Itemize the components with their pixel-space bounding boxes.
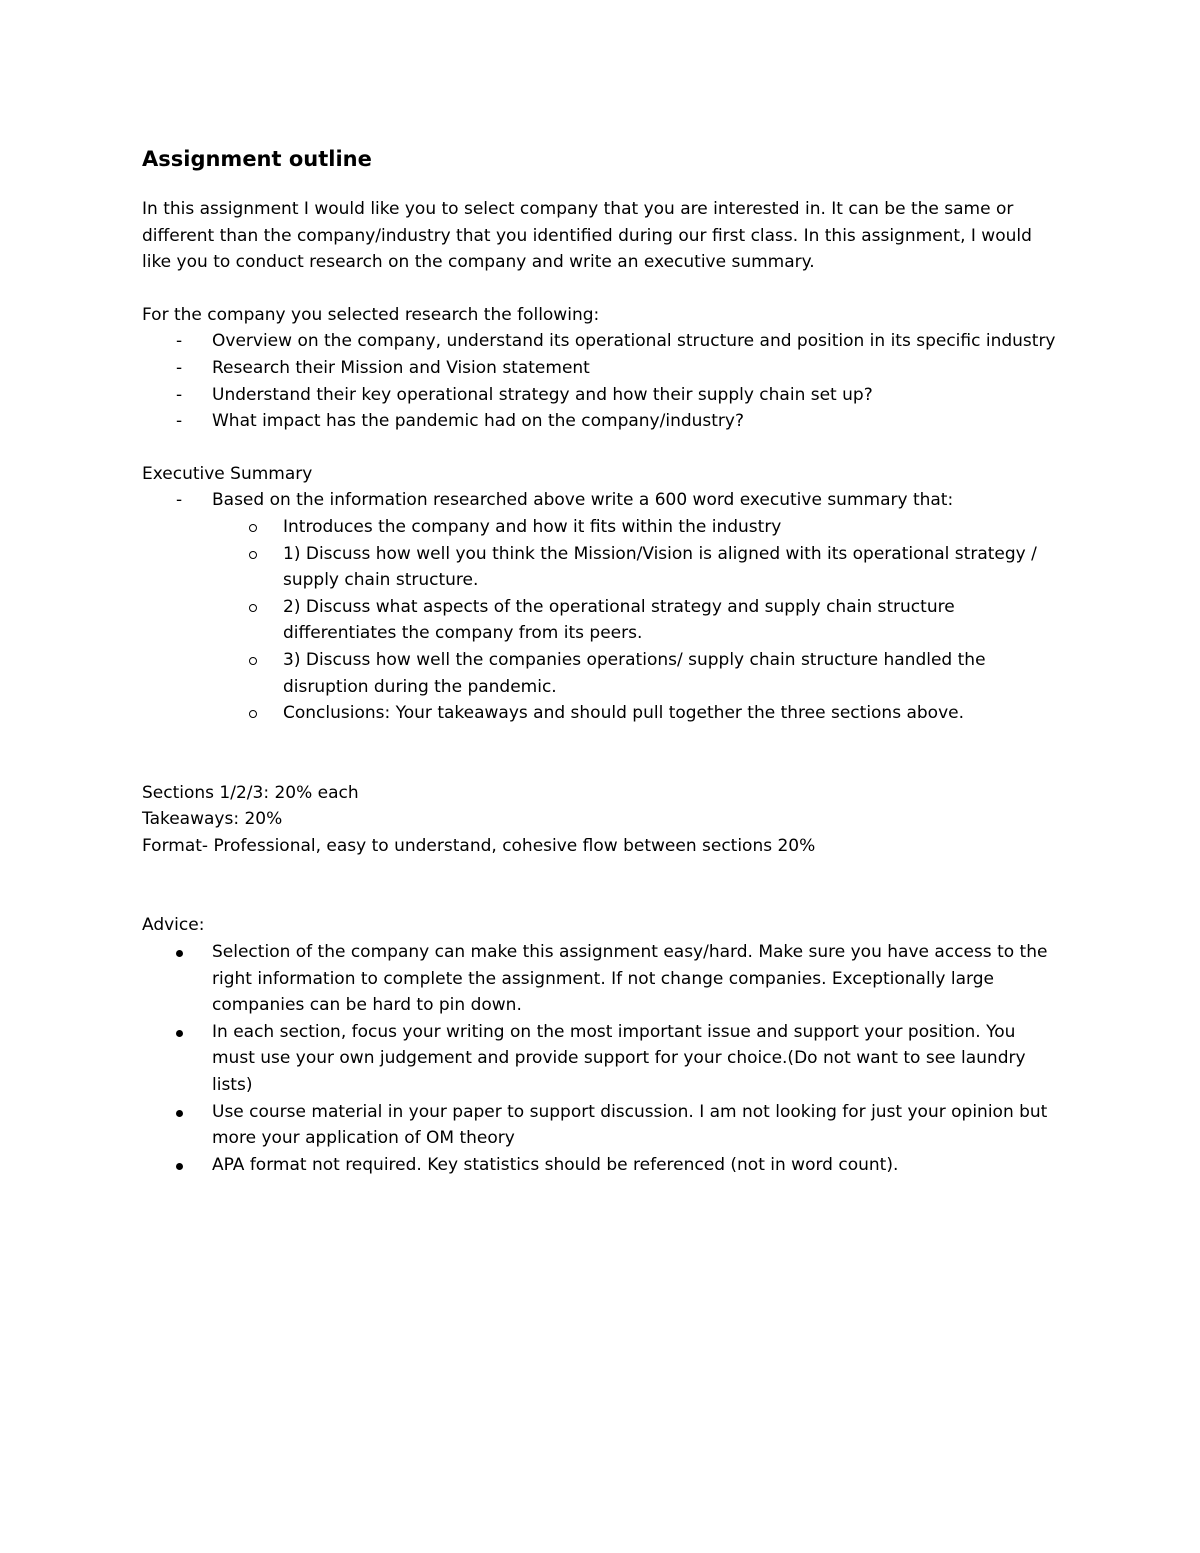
list-item-text: Based on the information researched above write a 600 word executive summary that: bbox=[212, 490, 954, 511]
list-item bbox=[142, 1152, 1062, 1179]
list-item bbox=[142, 355, 1062, 382]
circle-bullet-icon bbox=[249, 710, 257, 718]
list-item-text: Conclusions: Your takeaways and should pull together the three sections above. bbox=[283, 703, 965, 724]
list-item-text: 1) Discuss how well you think the Mission/Vision is aligned with its operational strategy / supply chain structure. bbox=[283, 543, 1037, 591]
circle-bullet-icon bbox=[249, 524, 257, 532]
grading-line: Format- Professional, easy to understand, cohesive flow between sections 20% bbox=[142, 835, 816, 856]
bullet-icon bbox=[176, 1110, 183, 1117]
list-item bbox=[142, 647, 1062, 700]
list-item bbox=[142, 408, 1062, 435]
bullet-icon bbox=[176, 1163, 183, 1170]
list-item bbox=[142, 514, 1062, 541]
list-item-text: Selection of the company can make this assignment easy/hard. Make sure you have access to the right information to complete the assignment. If not change companies. Exceptionally large companies can be hard to pin down. bbox=[212, 942, 1048, 1016]
bullet-icon bbox=[176, 950, 183, 957]
list-item-text: Use course material in your paper to support discussion. I am not looking for just your opinion but more your application of OM theory bbox=[212, 1101, 1048, 1149]
list-item-text: Overview on the company, understand its operational structure and position in its specific industry bbox=[212, 331, 1056, 352]
list-item bbox=[142, 328, 1062, 355]
intro-paragraph: In this assignment I would like you to select company that you are interested in. It can be the same or different than the company/industry that you identified during our first class. In this assignment, I would like you to conduct research on the company and write an executive summary. bbox=[142, 199, 1032, 273]
research-list bbox=[142, 328, 1062, 434]
dash-marker: - bbox=[176, 411, 183, 432]
list-item-text: Introduces the company and how it fits within the industry bbox=[283, 516, 782, 537]
dash-marker: - bbox=[176, 357, 183, 378]
list-item bbox=[142, 487, 1062, 514]
advice-section bbox=[142, 912, 1062, 1178]
executive-summary-section bbox=[142, 461, 1062, 727]
circle-bullet-icon bbox=[249, 604, 257, 612]
executive-summary-heading: Executive Summary bbox=[142, 463, 313, 484]
document-title: Assignment outline bbox=[142, 147, 372, 171]
list-item bbox=[142, 1019, 1062, 1099]
list-item bbox=[142, 1099, 1062, 1152]
list-item bbox=[142, 541, 1062, 594]
list-item-text: 3) Discuss how well the companies operations/ supply chain structure handled the disruption during the pandemic. bbox=[283, 649, 986, 697]
list-item-text: What impact has the pandemic had on the company/industry? bbox=[212, 411, 745, 432]
dash-marker: - bbox=[176, 384, 183, 405]
executive-sub-list bbox=[142, 514, 1062, 727]
research-heading: For the company you selected research the following: bbox=[142, 304, 600, 325]
grading-line: Takeaways: 20% bbox=[142, 809, 283, 830]
list-item-text: In each section, focus your writing on the most important issue and support your position. You must use your own judgement and provide support for your choice.(Do not want to see laundry lists) bbox=[212, 1021, 1026, 1096]
grading-line: Sections 1/2/3: 20% each bbox=[142, 782, 359, 803]
list-item bbox=[142, 594, 1062, 647]
circle-bullet-icon bbox=[249, 657, 257, 665]
bullet-icon bbox=[176, 1030, 183, 1037]
circle-bullet-icon bbox=[249, 551, 257, 559]
executive-list bbox=[142, 487, 1062, 514]
list-item-text: Research their Mission and Vision statement bbox=[212, 357, 590, 378]
list-item bbox=[142, 700, 1062, 727]
grading-section bbox=[142, 780, 1062, 860]
dash-marker: - bbox=[176, 331, 183, 352]
document-content bbox=[142, 144, 1062, 1178]
advice-heading: Advice: bbox=[142, 915, 205, 936]
advice-list bbox=[142, 939, 1062, 1178]
list-item-text: 2) Discuss what aspects of the operational strategy and supply chain structure differentiates the company from its peers. bbox=[283, 596, 955, 644]
list-item-text: Understand their key operational strategy and how their supply chain set up? bbox=[212, 384, 873, 405]
list-item bbox=[142, 939, 1062, 1019]
research-section bbox=[142, 302, 1062, 435]
list-item bbox=[142, 382, 1062, 409]
dash-marker: - bbox=[176, 490, 183, 511]
list-item-text: APA format not required. Key statistics should be referenced (not in word count). bbox=[212, 1154, 899, 1175]
